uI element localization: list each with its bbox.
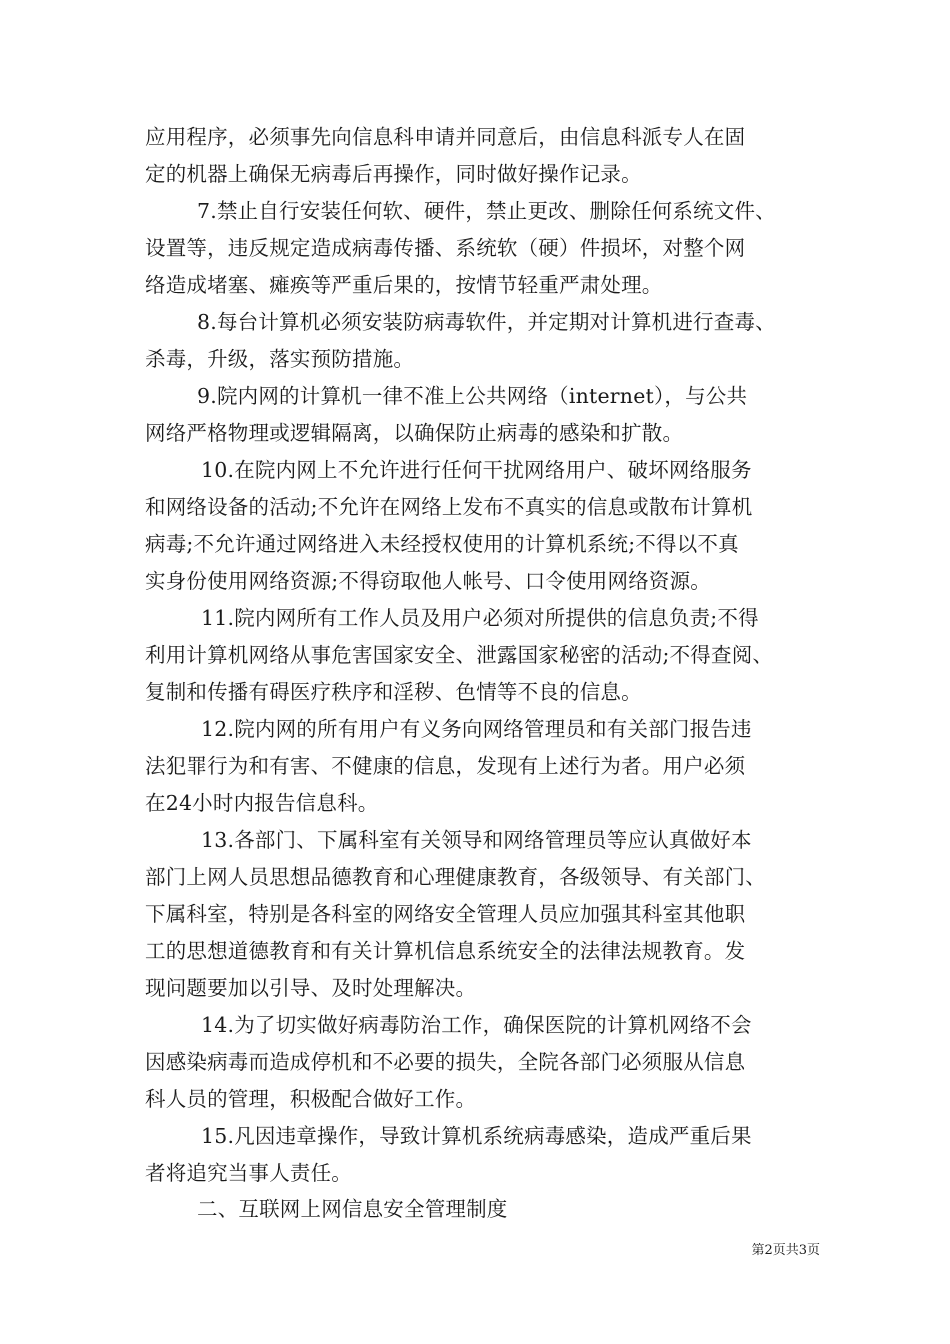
paragraph-15-line: 15.凡因违章操作，导致计算机系统病毒感染，造成严重后果 xyxy=(201,1124,752,1148)
page-number-footer: 第2页共3页 xyxy=(751,1243,820,1258)
text-line: 科人员的管理，积极配合做好工作。 xyxy=(145,1087,477,1111)
text-line: 定的机器上确保无病毒后再操作，同时做好操作记录。 xyxy=(145,162,642,186)
paragraph-10-line: 10.在院内网上不允许进行任何干扰网络用户、破坏网络服务 xyxy=(201,458,752,482)
text-line: 网络严格物理或逻辑隔离，以确保防止病毒的感染和扩散。 xyxy=(145,421,684,445)
section-heading: 二、互联网上网信息安全管理制度 xyxy=(197,1197,508,1221)
text-line: 实身份使用网络资源;不得窃取他人帐号、口令使用网络资源。 xyxy=(145,569,712,593)
paragraph-7-line: 7.禁止自行安装任何软、硬件，禁止更改、删除任何系统文件、 xyxy=(197,199,776,223)
text-line: 因感染病毒而造成停机和不必要的损失，全院各部门必须服从信息 xyxy=(145,1050,746,1074)
paragraph-8-line: 8.每台计算机必须安装防病毒软件，并定期对计算机进行查毒、 xyxy=(197,310,776,334)
text-line: 者将追究当事人责任。 xyxy=(145,1161,352,1185)
text-line: 下属科室，特别是各科室的网络安全管理人员应加强其科室其他职 xyxy=(145,902,746,926)
text-line: 现问题要加以引导、及时处理解决。 xyxy=(145,976,477,1000)
text-line: 利用计算机网络从事危害国家安全、泄露国家秘密的活动;不得查阅、 xyxy=(145,643,774,667)
text-line: 病毒;不允许通过网络进入未经授权使用的计算机系统;不得以不真 xyxy=(145,532,739,556)
paragraph-9-line: 9.院内网的计算机一律不准上公共网络（internet），与公共 xyxy=(197,384,748,408)
text-line: 和网络设备的活动;不允许在网络上发布不真实的信息或散布计算机 xyxy=(145,495,753,519)
paragraph-14-line: 14.为了切实做好病毒防治工作，确保医院的计算机网络不会 xyxy=(201,1013,752,1037)
text-line: 工的思想道德教育和有关计算机信息系统安全的法律法规教育。发 xyxy=(145,939,746,963)
text-line: 在24小时内报告信息科。 xyxy=(145,791,379,815)
text-line: 杀毒，升级，落实预防措施。 xyxy=(145,347,415,371)
text-line: 部门上网人员思想品德教育和心理健康教育，各级领导、有关部门、 xyxy=(145,865,766,889)
text-line: 设置等，违反规定造成病毒传播、系统软（硬）件损坏，对整个网 xyxy=(145,236,746,260)
paragraph-12-line: 12.院内网的所有用户有义务向网络管理员和有关部门报告违 xyxy=(201,717,752,741)
paragraph-13-line: 13.各部门、下属科室有关领导和网络管理员等应认真做好本 xyxy=(201,828,752,852)
text-line: 络造成堵塞、瘫痪等严重后果的，按情节轻重严肃处理。 xyxy=(145,273,663,297)
paragraph-11-line: 11.院内网所有工作人员及用户必须对所提供的信息负责;不得 xyxy=(201,606,759,630)
text-line: 复制和传播有碍医疗秩序和淫秽、色情等不良的信息。 xyxy=(145,680,642,704)
text-line: 应用程序，必须事先向信息科申请并同意后，由信息科派专人在固 xyxy=(145,125,746,149)
text-line: 法犯罪行为和有害、不健康的信息，发现有上述行为者。用户必须 xyxy=(145,754,746,778)
